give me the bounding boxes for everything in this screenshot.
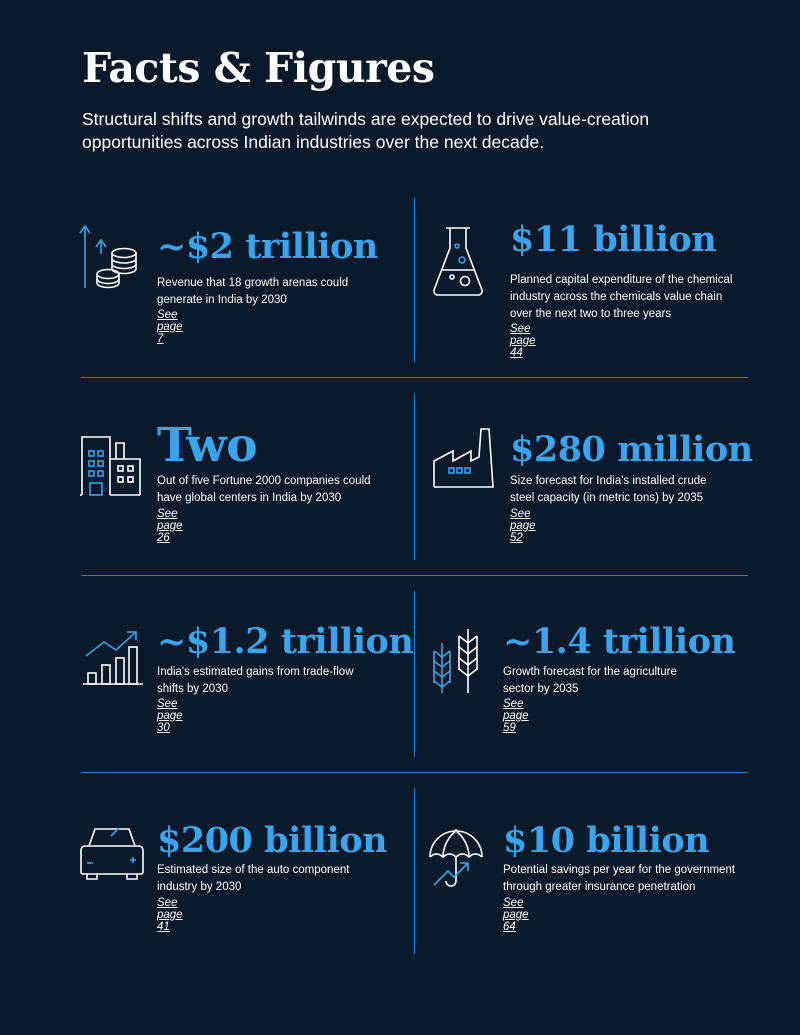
fact-value: ~$1.2 trillion <box>157 621 414 662</box>
wheat-icon <box>430 627 486 700</box>
page-subtitle: Structural shifts and growth tailwinds are expected to drive value-creation opportunities across Indian industries over the next decade. <box>82 109 650 152</box>
see-page-link[interactable]: See page 52 <box>510 508 536 544</box>
bar-chart-trend-icon <box>82 628 144 691</box>
fact-description: Revenue that 18 growth arenas could generate in India by 2030 <box>157 277 349 306</box>
fact-description: Out of five Fortune 2000 companies could have global centers in India by 2030 <box>157 475 371 504</box>
row-divider <box>81 377 748 378</box>
see-page-link[interactable]: See page 7 <box>157 309 183 345</box>
fact-value: $11 billion <box>510 219 717 260</box>
see-page-link[interactable]: See page 64 <box>503 897 529 933</box>
fact-value: $10 billion <box>503 820 710 861</box>
see-page-link[interactable]: See page 44 <box>510 323 536 359</box>
column-divider <box>414 394 415 560</box>
fact-value: ~$2 trillion <box>157 226 378 267</box>
fact-value: $280 million <box>510 429 753 470</box>
see-page-link[interactable]: See page 26 <box>157 508 183 544</box>
growth-coins-icon <box>78 222 142 297</box>
fact-description: Potential savings per year for the government through greater insurance penetration <box>503 864 736 893</box>
fact-value: Two <box>157 418 258 473</box>
car-icon <box>79 826 145 887</box>
see-page-link[interactable]: See page 41 <box>157 897 183 933</box>
fact-description: India's estimated gains from trade-flow shifts by 2030 <box>157 666 354 695</box>
row-divider <box>81 575 748 576</box>
see-page-link[interactable]: See page 59 <box>503 698 529 734</box>
fact-description: Planned capital expenditure of the chemical industry across the chemicals value chain over the next two to three years <box>510 274 733 320</box>
page-title: Facts & Figures <box>82 44 435 92</box>
row-divider <box>81 772 748 773</box>
fact-description: Estimated size of the auto component industry by 2030 <box>157 864 350 893</box>
flask-icon <box>432 226 484 303</box>
column-divider <box>414 788 415 954</box>
umbrella-icon <box>428 827 484 894</box>
fact-value: $200 billion <box>157 820 388 861</box>
column-divider <box>414 197 415 363</box>
fact-description: Size forecast for India's installed crude steel capacity (in metric tons) by 2035 <box>510 475 707 504</box>
factory-icon <box>433 427 495 494</box>
fact-description: Growth forecast for the agriculture sector by 2035 <box>503 666 677 695</box>
fact-value: ~1.4 trillion <box>503 621 736 662</box>
column-divider <box>414 591 415 757</box>
see-page-link[interactable]: See page 30 <box>157 698 183 734</box>
buildings-icon <box>80 435 142 502</box>
